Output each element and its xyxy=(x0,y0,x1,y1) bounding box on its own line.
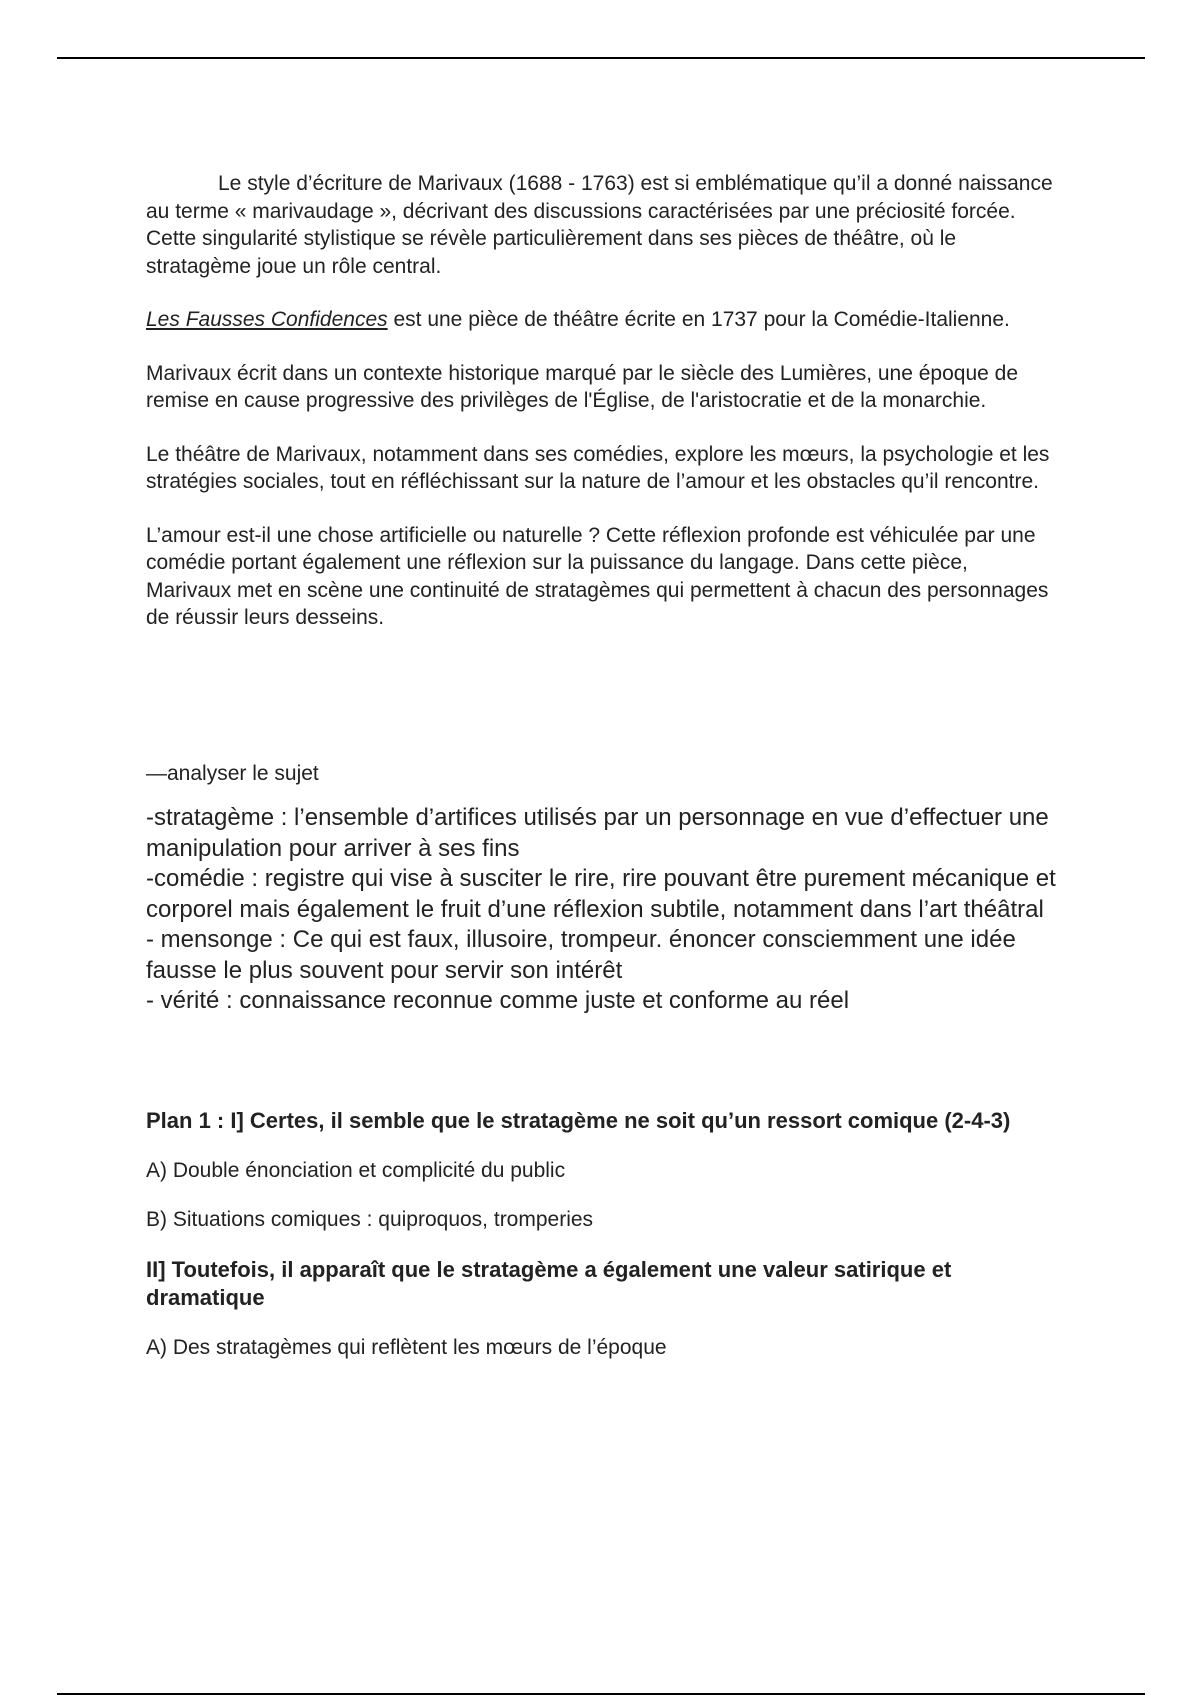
analyse-heading: —analyser le sujet xyxy=(146,761,319,785)
intro-paragraph-work xyxy=(146,306,1056,334)
definitions-list xyxy=(146,803,1056,1017)
plan-part1-a: A) Double énonciation et complicité du public xyxy=(146,1158,566,1182)
definition-stratageme: -stratagème : l’ensemble d’artifices utilisés par un personnage en vue d’effectuer une manipulation pour arriver à ses fins xyxy=(146,804,1049,862)
plan-part1-b: B) Situations comiques : quiproquos, tromperies xyxy=(146,1208,594,1231)
definition-mensonge: - mensonge : Ce qui est faux, illusoire, trompeur. énoncer consciemment une idée fausse le plus souvent pour servir son intérêt xyxy=(146,926,1016,984)
plan-part1-title: Plan 1 : I] Certes, il semble que le stratagème ne soit qu’un ressort comique (2-4-3) xyxy=(146,1107,1011,1133)
intro-paragraph-style: Le style d’écriture de Marivaux (1688 - 1763) est si emblématique qu’il a donné naissance au terme « marivaudage », décrivant des discussions caractérisées par une préciosité forcée. Cette singularité stylistique se révèle particulièrement dans ses pièces de théâtre, où le stratagème joue un rôle central. xyxy=(146,172,1053,278)
work-description: est une pièce de théâtre écrite en 1737 pour la Comédie-Italienne. xyxy=(387,308,1010,331)
header-rule xyxy=(57,57,1145,59)
intro-paragraph-context: Marivaux écrit dans un contexte historique marqué par le siècle des Lumières, une époque de remise en cause progressive des privilèges de l'Église, de l'aristocratie et de la monarchie. xyxy=(146,361,1019,412)
plan-part2-a: A) Des stratagèmes qui reflètent les mœurs de l’époque xyxy=(146,1335,667,1359)
definition-verite: - vérité : connaissance reconnue comme juste et conforme au réel xyxy=(146,987,850,1014)
footer-rule xyxy=(57,1693,1145,1695)
document-body xyxy=(146,170,1056,1361)
intro-paragraph-theatre: Le théâtre de Marivaux, notamment dans ses comédies, explore les mœurs, la psychologie et les stratégies sociales, tout en réfléchissant sur la nature de l’amour et les obstacles qu’il rencontre. xyxy=(146,442,1050,493)
intro-paragraph-problem: L’amour est-il une chose artificielle ou naturelle ? Cette réflexion profonde est véhiculée par une comédie portant également une réflexion sur la puissance du langage. Dans cette pièce, Marivaux met en scène une continuité de stratagèmes qui permettent à chacun des personnages de réussir leurs desseins. xyxy=(146,523,1049,629)
work-title: Les Fausses Confidences xyxy=(146,308,388,331)
definition-comedie: -comédie : registre qui vise à susciter le rire, rire pouvant être purement mécanique et corporel mais également le fruit d’une réflexion subtile, notamment dans l’art théâtral xyxy=(146,865,1056,923)
plan-part2-title: II] Toutefois, il apparaît que le stratagème a également une valeur satirique et dramatique xyxy=(146,1256,952,1310)
